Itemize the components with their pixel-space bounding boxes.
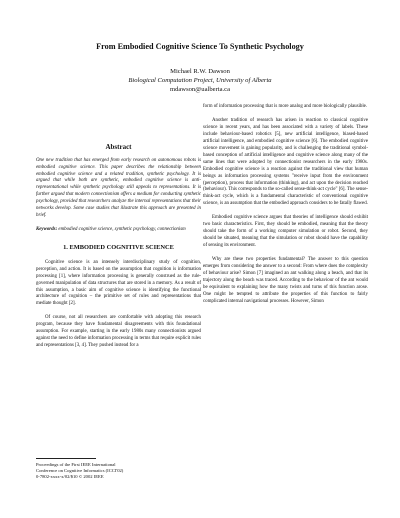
right-column (203, 104, 368, 313)
footnote (36, 462, 201, 481)
footnote-divider (36, 458, 96, 459)
paper-title: From Embodied Cognitive Science To Synthetic Psychology (96, 42, 304, 51)
author-name: Michael R.W. Dawson (170, 68, 230, 75)
right-paragraph-1: Another tradition of research has arisen in reaction to classical cognitive science in recent years, and has been associated with a variety of labels. These include behaviour-based robotics [5], new artificial intelligence, biased-based artificial intelligence, and embodied cognitive science [6]. The embodied cognitive science movement is gaining popularity, and is challenging the traditional symbol-based conception of artificial intelligence and cognitive science along many of the same lines that were adopted by connectionist researchers in the early 1980s. Embodied cognitive science is a reaction against the traditional view that human beings as information processing systems "receive input from the environment (perception), process that information (thinking), and act upon the decision reached (behaviour). This corresponds to the so-called sense-think-act cycle" [6]. The sense-think-act cycle, which is a fundamental characteristic of conventional cognitive science, is an assumption that the embodied approach considers to be fatally flawed. (203, 117, 368, 207)
keywords (36, 227, 201, 234)
section1-paragraph-1: Cognitive science is an intensely interdisciplinary study of cognition, perception, and action. It is based on the assumption that cognition is information processing [1], where information processing is generally construed as the rule-governed manipulation of data structures that are stored in a memory. As a result of this assumption, a basic aim of cognitive science is identifying the functional architecture of cognition – the primitive set of rules and representations that mediate thought [2]. (36, 259, 201, 307)
right-paragraph-3: Why are these two properties fundamental? The answer to this question emerges from considering the answer to a second: From where does the complexity of behaviour arise? Simon [7] imagined an ant walking along a beach, and that its trajectory along the beach was traced. According to the behaviour of the ant would be equivalent to explaining how the many twists and turns of this function arose. One might be tempted to attribute the properties of this function to fairly complicated internal navigational processes. However, Simon (203, 257, 368, 304)
right-paragraph-2: Embodied cognitive science argues that theories of intelligence should exhibit two basic characteristics. First, they should be embodied, meaning that the theory should take the form of a working computer simulation or robot. Second, they should be situated, meaning that the simulation or robot should have the capability of sensing its environment. (203, 215, 368, 249)
author-email: mdawson@ualberta.ca (169, 85, 231, 93)
abstract-text: One new tradition that has emerged from early research on autonomous robots is embodied cognitive science. This paper describes the relationship between embodied cognitive science and a related tradition, synthetic psychology. It is argued that while both are synthetic, embodied cognitive science is anti-representational while synthetic psychology still appeals to representations. It is further argued that modern connectionism offers a medium for conducting synthetic psychology, provided that researchers analyze the internal representations that their networks develop. Some case studies that illustrate this approach are presented in brief. (36, 157, 201, 219)
abstract-heading: Abstract (105, 143, 132, 151)
left-column (36, 104, 201, 357)
section1-paragraph-2: Of course, not all researchers are comfortable with adopting this research program, because they have fundamental disagreements with this foundational assumption. For example, starting in the early 1980s many connectionists argued against the need to define information processing in terms that require explicit rules and representations [3, 4]. They pushed instead for a (36, 315, 201, 349)
footnote-line-3: 0-7802-xxxx-x/02/$10 © 2002 IEEE (36, 474, 104, 480)
section1-heading: 1. EMBODIED COGNITIVE SCIENCE (63, 244, 174, 252)
author-affiliation: Biological Computation Project, University of Alberta (128, 76, 272, 84)
keywords-label: Keywords: (36, 227, 58, 233)
author-block (20, 68, 380, 94)
right-paragraph-0: form of information processing that is more analog and more biologically plausible. (203, 104, 368, 109)
keywords-text: embodied cognitive science, synthetic psychology, connectionism (57, 227, 186, 233)
footnote-line-2: Conference on Cognitive Informatics (ICCI'02) (36, 468, 124, 474)
footnote-line-1: Proceedings of the First IEEE International (36, 462, 116, 467)
